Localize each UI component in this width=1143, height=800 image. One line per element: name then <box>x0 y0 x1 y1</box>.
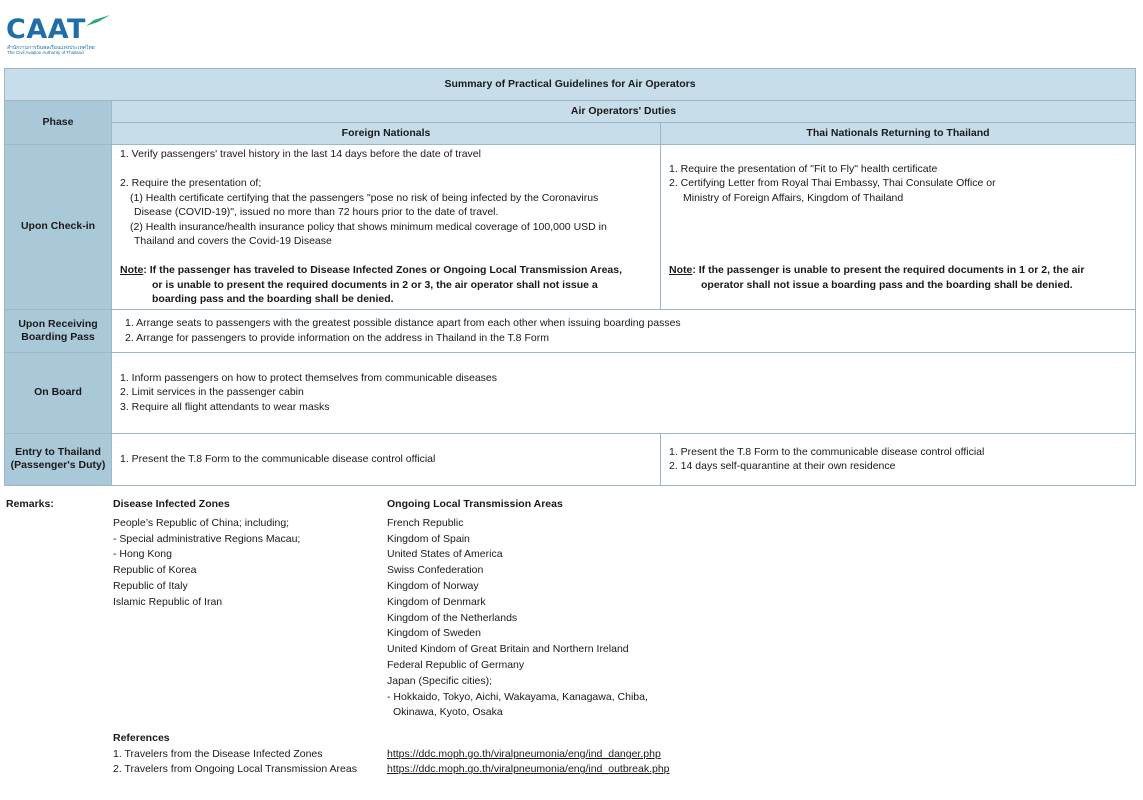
list-item: Okinawa, Kyoto, Osaka <box>393 706 503 719</box>
ongoing-local-transmission-areas <box>387 497 648 721</box>
reference-label: 2. Travelers from Ongoing Local Transmission Areas <box>113 763 357 776</box>
entry-thai-line-2: 2. 14 days self-quarantine at their own residence <box>669 460 896 472</box>
list-item: United States of America <box>387 548 503 561</box>
logo-subtitle-english: The Civil Aviation Authority of Thailand <box>7 50 84 55</box>
checkin-foreign-line-5: (2) Health insurance/health insurance policy that shows minimum medical coverage of 100,000 USD in <box>130 220 607 233</box>
list-item: Swiss Confederation <box>387 564 484 577</box>
list-item: - Special administrative Regions Macau; <box>113 532 301 545</box>
checkin-foreign-note-1: Note: If the passenger has traveled to Disease Infected Zones or Ongoing Local Transmission Areas, <box>120 264 623 276</box>
boarding-line-1: 1. Arrange seats to passengers with the greatest possible distance apart from each other when issuing boarding passes <box>125 317 681 329</box>
list-item: - Hong Kong <box>113 548 172 561</box>
caat-logo <box>4 14 114 54</box>
checkin-foreign-line-2: 2. Require the presentation of; <box>120 177 262 189</box>
checkin-foreign-line-6: Thailand and covers the Covid-19 Disease <box>134 235 332 247</box>
list-item: French Republic <box>387 516 464 529</box>
table-row <box>5 145 1136 310</box>
checkin-foreign-line-1: 1. Verify passengers' travel history in the last 14 days before the date of travel <box>120 148 481 160</box>
list-item: Kingdom of Spain <box>387 532 470 545</box>
checkin-thai-line-1: 1. Require the presentation of "Fit to Fly" health certificate <box>669 162 938 175</box>
checkin-foreign-note-3: boarding pass and the boarding shall be denied. <box>152 293 394 305</box>
table-row <box>5 433 1136 485</box>
entry-thai-duties <box>661 433 1136 485</box>
list-item: Republic of Korea <box>113 564 197 577</box>
onboard-line-1: 1. Inform passengers on how to protect themselves from communicable diseases <box>120 371 498 384</box>
checkin-thai-line-3: Ministry of Foreign Affairs, Kingdom of Thailand <box>683 191 904 204</box>
entry-thai-line-1: 1. Present the T.8 Form to the communicable disease control official <box>669 445 985 458</box>
checkin-foreign-line-4: Disease (COVID-19)", issued no more than 72 hours prior to the date of travel. <box>134 206 499 218</box>
phase-header: Phase <box>5 101 112 145</box>
reference-row <box>113 747 661 763</box>
checkin-thai-note-2: operator shall not issue a boarding pass and the boarding shall be denied. <box>701 278 1073 291</box>
ongoing-transmission-title: Ongoing Local Transmission Areas <box>387 498 563 510</box>
list-item: Kingdom of Sweden <box>387 627 481 640</box>
checkin-thai-duties <box>661 145 1136 310</box>
logo-wordmark: CAAT <box>6 14 86 45</box>
table-row <box>5 352 1136 433</box>
remarks-label: Remarks: <box>6 498 54 510</box>
references-title: References <box>113 732 170 744</box>
list-item: Islamic Republic of Iran <box>113 595 223 608</box>
list-item: Kingdom of the Netherlands <box>387 611 518 624</box>
note-label: Note <box>669 264 693 276</box>
checkin-thai-note-1: Note: If the passenger is unable to present the required documents in 1 or 2, the air <box>669 264 1085 276</box>
checkin-foreign-note-2: or is unable to present the required documents in 2 or 3, the air operator shall not issue a <box>152 278 598 291</box>
foreign-nationals-header: Foreign Nationals <box>112 123 661 145</box>
list-item: Japan (Specific cities); <box>387 674 493 687</box>
logo-subtitle-thai: สำนักงานการบินพลเรือนแห่งประเทศไทย <box>7 45 95 51</box>
list-item: People’s Republic of China; including; <box>113 516 290 529</box>
note-label: Note <box>120 264 144 276</box>
checkin-thai-line-2: 2. Certifying Letter from Royal Thai Embassy, Thai Consulate Office or <box>669 177 996 189</box>
disease-infected-zones <box>113 497 300 611</box>
table-row <box>5 309 1136 352</box>
duties-header: Air Operators' Duties <box>112 101 1136 123</box>
entry-foreign-line-1: 1. Present the T.8 Form to the communicable disease control official <box>120 452 436 465</box>
disease-infected-zones-title: Disease Infected Zones <box>113 498 230 510</box>
list-item: United Kindom of Great Britain and Northern Ireland <box>387 643 629 656</box>
phase-entry-to-thailand: Entry to Thailand (Passenger's Duty) <box>5 433 112 485</box>
entry-foreign-duties <box>112 433 661 485</box>
checkin-foreign-line-3: (1) Health certificate certifying that the passengers "pose no risk of being infected by the Coronavirus <box>130 191 599 204</box>
table-title: Summary of Practical Guidelines for Air Operators <box>5 69 1136 101</box>
onboard-duties <box>112 352 1136 433</box>
checkin-foreign-duties <box>112 145 661 310</box>
remarks-section <box>6 497 1136 797</box>
list-item: - Hokkaido, Tokyo, Aichi, Wakayama, Kanagawa, Chiba, <box>387 690 648 703</box>
reference-link-danger[interactable]: https://ddc.moph.go.th/viralpneumonia/eng/ind_danger.php <box>387 747 661 760</box>
reference-link-outbreak[interactable]: https://ddc.moph.go.th/viralpneumonia/eng/ind_outbreak.php <box>387 763 670 776</box>
references-section <box>113 731 670 778</box>
thai-nationals-header: Thai Nationals Returning to Thailand <box>661 123 1136 145</box>
boarding-duties <box>112 309 1136 352</box>
onboard-line-3: 3. Require all flight attendants to wear masks <box>120 400 330 413</box>
list-item: Kingdom of Norway <box>387 579 479 592</box>
logo-swoosh-icon <box>84 14 112 30</box>
phase-upon-receiving-boarding-pass: Upon Receiving Boarding Pass <box>5 309 112 352</box>
list-item: Republic of Italy <box>113 579 188 592</box>
phase-upon-check-in: Upon Check-in <box>5 145 112 310</box>
list-item: Federal Republic of Germany <box>387 658 525 671</box>
guidelines-table <box>4 68 1136 486</box>
phase-on-board: On Board <box>5 352 112 433</box>
reference-row <box>113 762 670 778</box>
onboard-line-2: 2. Limit services in the passenger cabin <box>120 386 304 399</box>
reference-label: 1. Travelers from the Disease Infected Zones <box>113 747 323 760</box>
boarding-line-2: 2. Arrange for passengers to provide information on the address in Thailand in the T.8 Form <box>125 331 549 344</box>
list-item: Kingdom of Denmark <box>387 595 486 608</box>
